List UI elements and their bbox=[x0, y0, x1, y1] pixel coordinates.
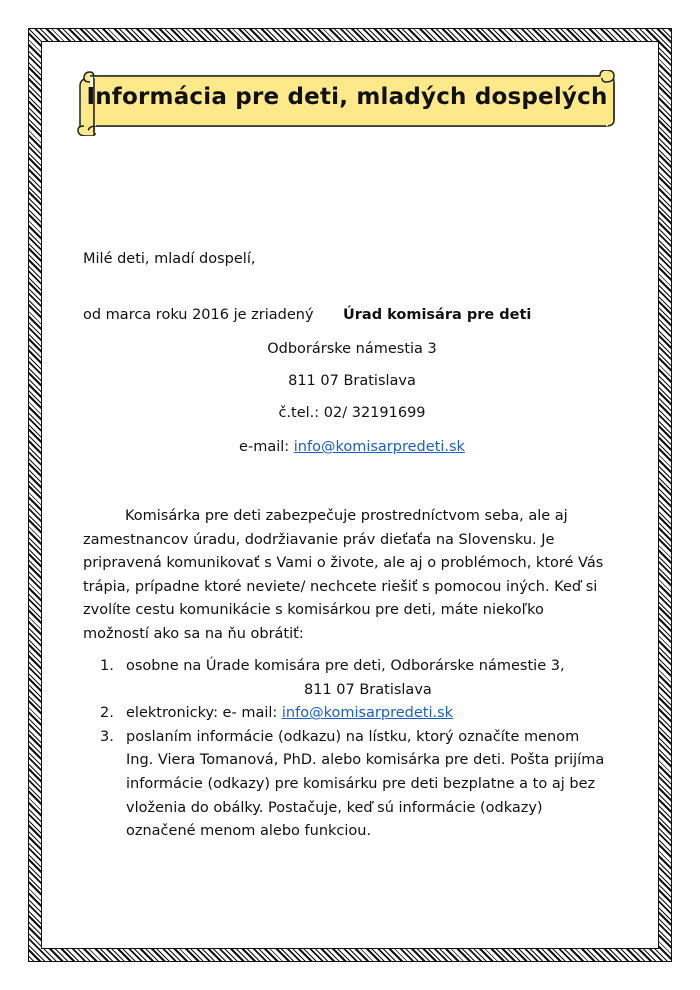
list-item bbox=[100, 702, 620, 726]
office-city: 811 07 Bratislava bbox=[288, 373, 416, 389]
email-link[interactable]: info@komisarpredeti.sk bbox=[281, 705, 454, 722]
list-item bbox=[100, 726, 620, 844]
list-item-text: osobne na Úrade komisára pre deti, Odborárske námestie 3, bbox=[126, 658, 565, 674]
list-item-text bbox=[126, 702, 620, 726]
list-item-text: označené menom alebo funkciou. bbox=[126, 823, 372, 840]
title-scroll-banner bbox=[76, 70, 618, 136]
description-paragraph bbox=[83, 505, 623, 647]
office-phone: č.tel.: 02/ 32191699 bbox=[278, 405, 426, 421]
list-item-text: informácie (odkazy) pre komisárku pre deti bezplatne a to aj bez bbox=[126, 775, 596, 792]
office-name: Úrad komisára pre deti bbox=[343, 307, 532, 323]
paragraph-line: zamestnancov úradu, dodržiavanie práv dieťaťa na Slovensku. Je bbox=[83, 531, 555, 548]
office-street: Odborárske námestia 3 bbox=[267, 341, 437, 357]
list-item-number: 2. bbox=[100, 705, 114, 722]
list-item-text: poslaním informácie (odkazu) na lístku, ktorý označíte menom bbox=[126, 728, 580, 745]
list-item bbox=[100, 655, 620, 702]
list-item-number: 1. bbox=[100, 658, 114, 674]
list-item-text: vloženia do obálky. Postačuje, keď sú informácie (odkazy) bbox=[126, 799, 543, 816]
intro-text: od marca roku 2016 je zriadený bbox=[83, 307, 314, 323]
list-item-prefix: elektronicky: e- mail: bbox=[126, 705, 282, 722]
contact-options-list bbox=[100, 655, 620, 844]
list-item-text: Ing. Viera Tomanová, PhD. alebo komisárka pre deti. Pošta prijíma bbox=[126, 752, 605, 769]
paragraph-line: zvolíte cestu komunikácie s komisárkou pre deti, máte niekoľko bbox=[83, 602, 544, 619]
email-label: e-mail: bbox=[239, 439, 294, 455]
list-item-text: 811 07 Bratislava bbox=[304, 681, 432, 698]
office-email-line bbox=[72, 437, 632, 457]
paragraph-line: Komisárka pre deti zabezpečuje prostredníctvom seba, ale aj bbox=[125, 508, 568, 524]
paragraph-line: možností ako sa na ňu obrátiť: bbox=[83, 625, 304, 642]
greeting-text: Milé deti, mladí dospelí, bbox=[83, 251, 256, 267]
list-item-number: 3. bbox=[100, 728, 114, 745]
page-title: Informácia pre deti, mladých dospelých bbox=[86, 84, 608, 110]
email-link[interactable]: info@komisarpredeti.sk bbox=[293, 439, 465, 455]
paragraph-line: trápia, prípadne ktoré neviete/ nechcete riešiť s pomocou iných. Keď si bbox=[83, 578, 598, 595]
paragraph-line: pripravená komunikovať s Vami o živote, ale aj o problémoch, ktoré Vás bbox=[83, 555, 604, 572]
